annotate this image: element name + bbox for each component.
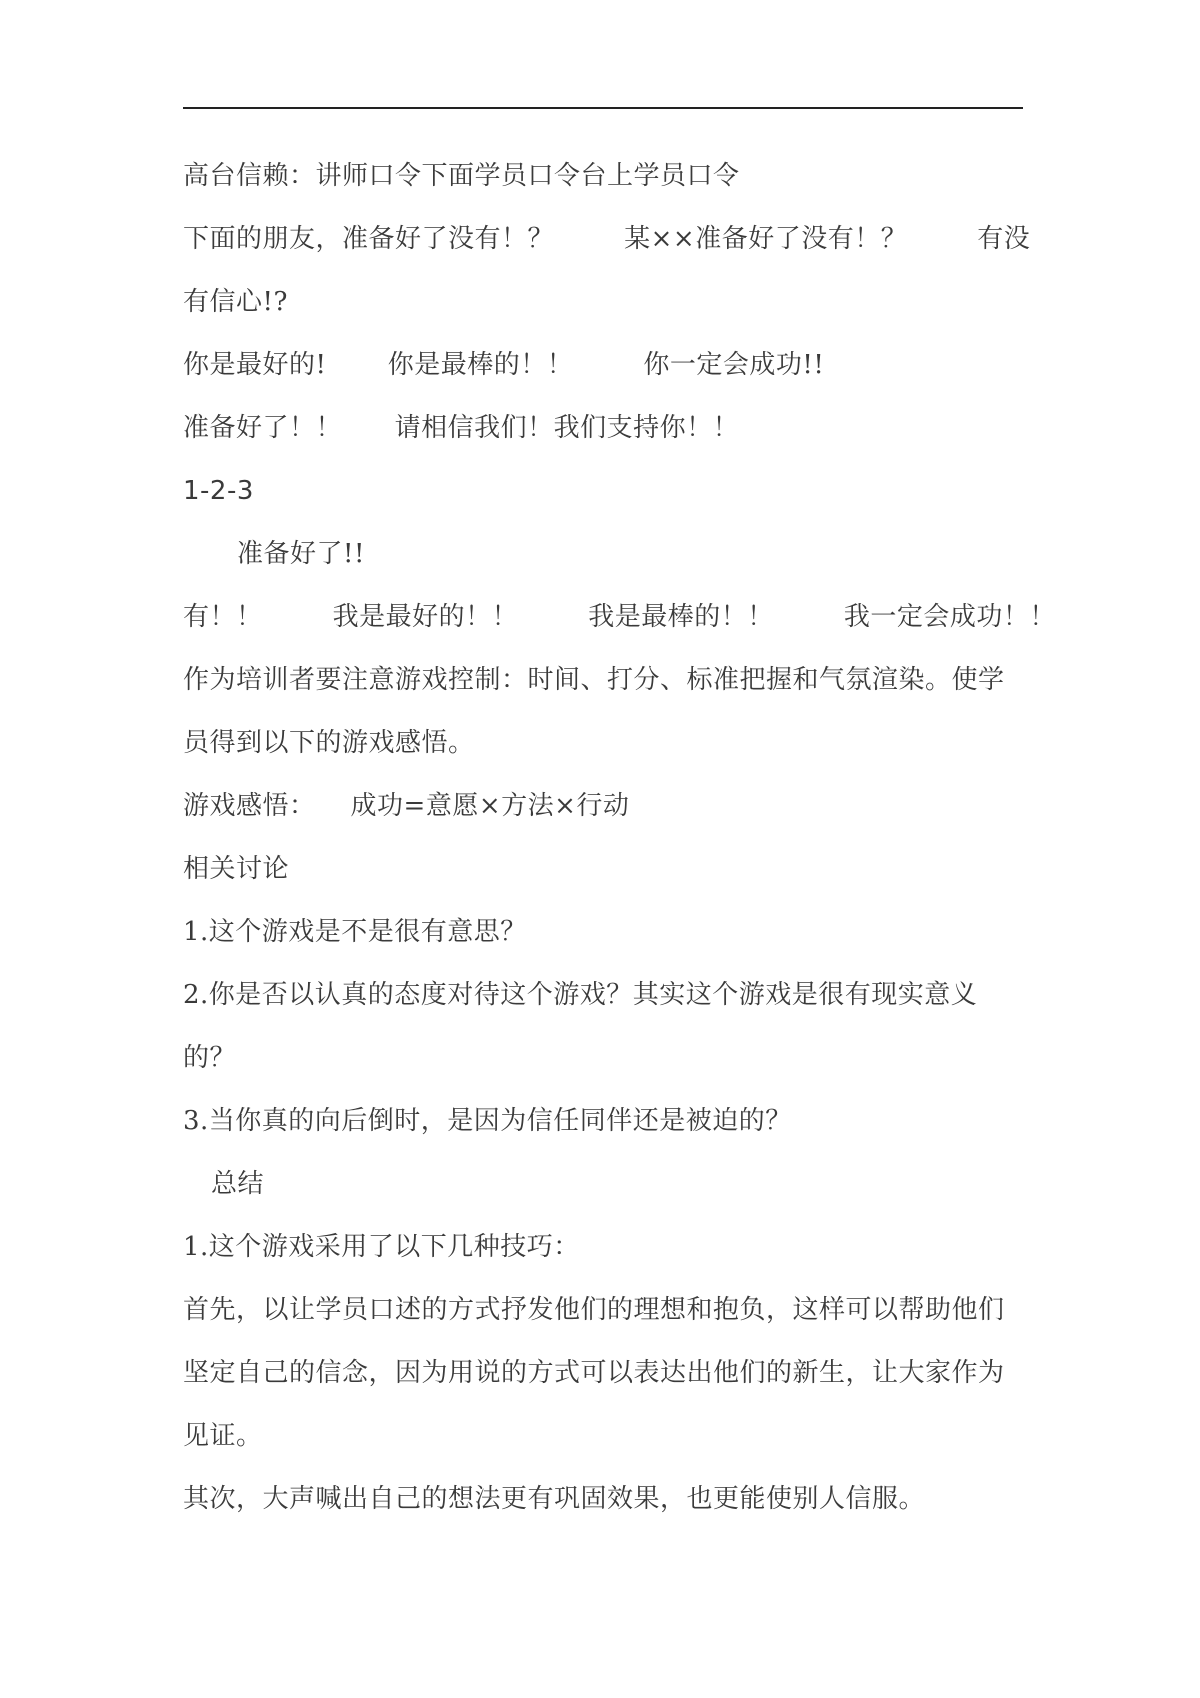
paragraph-line: 坚定自己的信念，因为用说的方式可以表达出他们的新生，让大家作为 xyxy=(183,1358,1005,1388)
paragraph-line: 游戏感悟： 成功=意愿×方法×行动 xyxy=(183,791,630,821)
paragraph-line: 有！！ 我是最好的！！ 我是最棒的！！ 我一定会成功！！ xyxy=(183,602,1056,632)
paragraph-line: 其次，大声喊出自己的想法更有巩固效果，也更能使别人信服。 xyxy=(183,1484,926,1514)
paragraph-line: 有信心!? xyxy=(183,287,288,317)
list-item: 2.你是否以认真的态度对待这个游戏？其实这个游戏是很有现实意义 xyxy=(183,980,978,1010)
paragraph-line: 下面的朋友，准备好了没有！？ 某××准备好了没有！？ 有没 xyxy=(183,224,1031,254)
section-heading: 总结 xyxy=(211,1169,265,1199)
paragraph-line: 1-2-3 xyxy=(183,476,254,506)
paragraph-line: 的？ xyxy=(183,1043,237,1073)
paragraph-line: 高台信赖：讲师口令下面学员口令台上学员口令 xyxy=(183,161,740,191)
document-body xyxy=(183,145,1056,1531)
list-item: 1.这个游戏采用了以下几种技巧： xyxy=(183,1232,580,1262)
header-rule xyxy=(183,107,1023,109)
paragraph-line: 你是最好的! 你是最棒的！！ 你一定会成功!! xyxy=(183,350,825,380)
paragraph-line: 首先，以让学员口述的方式抒发他们的理想和抱负，这样可以帮助他们 xyxy=(183,1295,1005,1325)
paragraph-line: 员得到以下的游戏感悟。 xyxy=(183,728,475,758)
paragraph-line: 见证。 xyxy=(183,1421,263,1451)
paragraph-line: 准备好了！！ 请相信我们！我们支持你！！ xyxy=(183,413,740,443)
section-heading: 相关讨论 xyxy=(183,854,290,884)
paragraph-line: 作为培训者要注意游戏控制：时间、打分、标准把握和气氛渲染。使学 xyxy=(183,665,1005,695)
list-item: 1.这个游戏是不是很有意思？ xyxy=(183,917,527,947)
paragraph-line: 准备好了!! xyxy=(237,539,365,569)
list-item: 3.当你真的向后倒时，是因为信任同伴还是被迫的？ xyxy=(183,1106,792,1136)
